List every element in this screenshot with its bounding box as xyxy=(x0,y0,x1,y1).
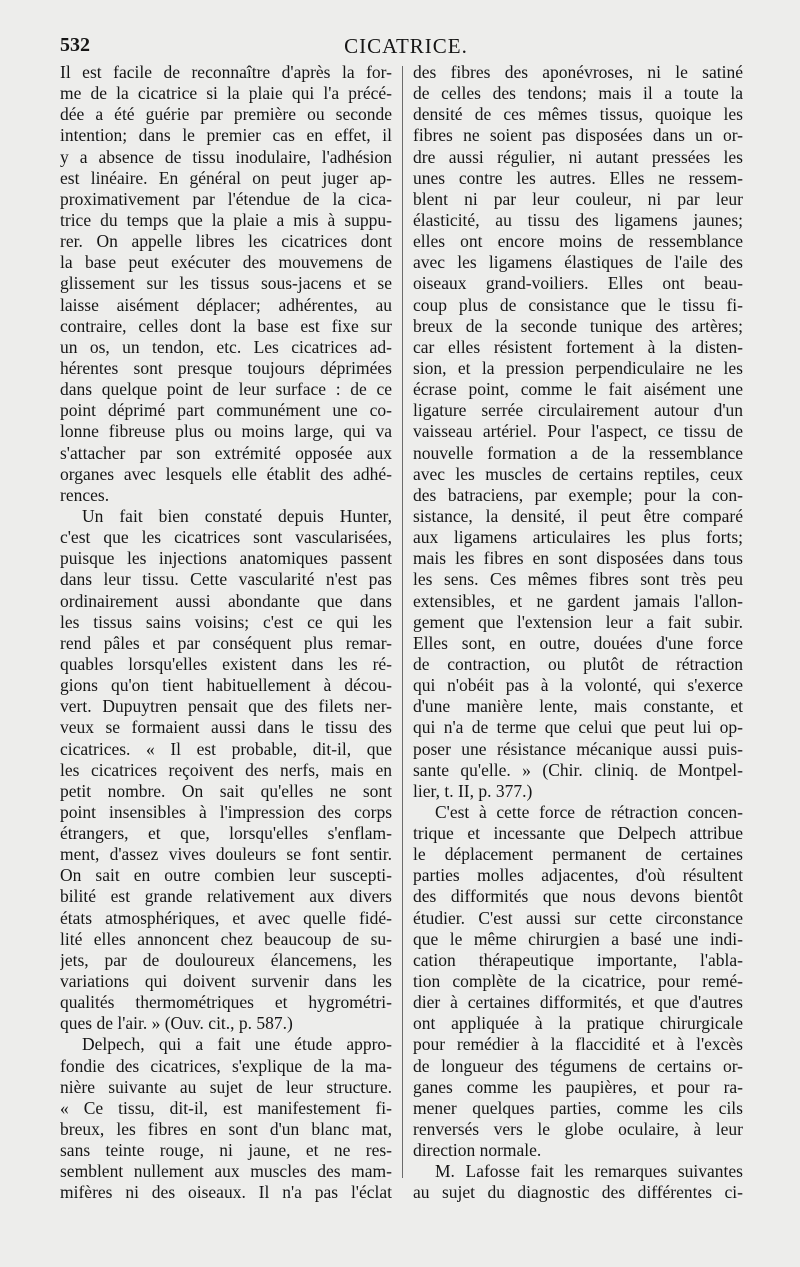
text-line: ordinairement aussi abondante que dans xyxy=(60,590,392,611)
text-line: densité de ces mêmes tissus, quoique les xyxy=(413,104,743,125)
text-line: quables lorsqu'elles existent dans les ré- xyxy=(60,653,392,674)
text-line: parties molles adjacentes, d'où résultent xyxy=(413,865,743,886)
text-line: des batraciens, par exemple; pour la con- xyxy=(413,484,743,505)
text-line: blent ni par leur couleur, ni par leur xyxy=(413,188,743,209)
text-line: ques de l'air. » (Ouv. cit., p. 587.) xyxy=(60,1013,293,1034)
text-line: mener quelques parties, comme les cils xyxy=(413,1097,743,1118)
text-line: extensibles, et ne gardent jamais l'allon- xyxy=(413,590,743,611)
text-line: car elles résistent fortement à la disten- xyxy=(413,336,743,357)
text-line: lonne fibreuse plus ou moins large, qui va xyxy=(60,421,392,442)
text-line: C'est à cette force de rétraction concen- xyxy=(435,801,743,822)
text-line: étudier. C'est aussi sur cette circonstance xyxy=(413,907,743,928)
text-line: ganes comme les paupières, et pour ra- xyxy=(413,1076,743,1097)
text-line: de longueur des tégumens de certains or- xyxy=(413,1055,743,1076)
text-line: puisque les injections anatomiques passent xyxy=(60,548,392,569)
text-line: nouvelle formation a de la ressemblance xyxy=(413,442,743,463)
text-line: avec les muscles de certains reptiles, ceux xyxy=(413,463,743,484)
text-line: y a absence de tissu inodulaire, l'adhésion xyxy=(60,146,392,167)
text-line: cation thérapeutique importante, l'abla- xyxy=(413,949,743,970)
text-line: des difformités que nous devons bientôt xyxy=(413,886,743,907)
text-line: sante qu'elle. » (Chir. cliniq. de Montpel- xyxy=(413,759,743,780)
text-line: étrangers, et que, lorsqu'elles s'enflam- xyxy=(60,823,392,844)
text-line: jets, par de douloureux élancemens, les xyxy=(60,949,392,970)
text-line: ligature serrée circulairement autour d'un xyxy=(413,400,743,421)
text-line: sion, et la pression perpendiculaire ne les xyxy=(413,357,743,378)
text-line: hérentes sont presque toujours déprimées xyxy=(60,357,392,378)
text-line: variations qui doivent survenir dans les xyxy=(60,971,392,992)
text-line: Un fait bien constaté depuis Hunter, xyxy=(82,505,392,526)
text-line: renversés vers le globe oculaire, à leur xyxy=(413,1119,743,1140)
text-line: le déplacement permanent de certaines xyxy=(413,844,743,865)
text-line: proximativement par l'étendue de la cica- xyxy=(60,188,392,209)
text-line: qualités thermométriques et hygrométri- xyxy=(60,992,392,1013)
text-line: qui n'obéit pas à la volonté, qui s'exerce xyxy=(413,675,743,696)
text-line: point insensibles à l'impression des corps xyxy=(60,801,392,822)
text-line: bilité est grande relativement aux divers xyxy=(60,886,392,907)
text-line: lier, t. II, p. 377.) xyxy=(413,780,533,801)
text-line: organes avec lesquels elle établit des adhé- xyxy=(60,463,392,484)
text-line: ment, d'assez vives douleurs se font sentir. xyxy=(60,844,392,865)
text-line: les tissus sains voisins; c'est ce qui les xyxy=(60,611,392,632)
text-line: gions qu'on tient habituellement à décou- xyxy=(60,675,392,696)
text-line: de contraction, ou plutôt de rétraction xyxy=(413,653,743,674)
left-column xyxy=(60,62,392,1204)
text-line: breux, les fibres en sont d'un blanc mat, xyxy=(60,1119,392,1140)
right-column xyxy=(413,62,743,1204)
text-line: fondie des cicatrices, s'explique de la ma- xyxy=(60,1055,392,1076)
column-divider xyxy=(402,66,403,1178)
text-line: veux se formaient aussi dans le tissu des xyxy=(60,717,392,738)
text-line: est linéaire. En général on peut juger ap- xyxy=(60,167,392,188)
text-line: point déprimé part communément une co- xyxy=(60,400,392,421)
text-line: d'une manière lente, mais constante, et xyxy=(413,696,743,717)
text-line: mifères ni des oiseaux. Il n'a pas l'éclat xyxy=(60,1182,392,1203)
text-line: dre aussi régulier, ni autant pressées les xyxy=(413,146,743,167)
text-line: la base peut exécuter des mouvemens de xyxy=(60,252,392,273)
text-line: semblent nullement aux muscles des mam- xyxy=(60,1161,392,1182)
text-line: les cicatrices reçoivent des nerfs, mais en xyxy=(60,759,392,780)
text-line: élasticité, au tissu des ligamens jaunes; xyxy=(413,209,743,230)
text-line: gement que l'extension leur a fait subir. xyxy=(413,611,743,632)
text-line: rend pâles et par conséquent plus remar- xyxy=(60,632,392,653)
text-line: rer. On appelle libres les cicatrices dont xyxy=(60,231,392,252)
text-line: On sait en outre combien leur suscepti- xyxy=(60,865,392,886)
text-line: sans teinte rouge, ni jaune, et ne res- xyxy=(60,1140,392,1161)
text-line: mais les fibres en sont disposées dans tous xyxy=(413,548,743,569)
text-line: de celles des tendons; mais il a toute la xyxy=(413,83,743,104)
text-line: états atmosphériques, et avec quelle fidé- xyxy=(60,907,392,928)
text-line: vaisseau artériel. Pour l'aspect, ce tissu de xyxy=(413,421,743,442)
text-line: M. Lafosse fait les remarques suivantes xyxy=(435,1161,743,1182)
page-number: 532 xyxy=(60,34,90,56)
text-line: fibres ne soient pas disposées dans un or- xyxy=(413,125,743,146)
text-line: breux de la seconde tunique des artères; xyxy=(413,315,743,336)
text-line: les sens. Ces mêmes fibres sont très peu xyxy=(413,569,743,590)
text-line: au sujet du diagnostic des différentes ci- xyxy=(413,1182,743,1203)
text-line: Delpech, qui a fait une étude appro- xyxy=(82,1034,392,1055)
text-line: « Ce tissu, dit-il, est manifestement fi- xyxy=(60,1097,392,1118)
text-line: laisse aisément déplacer; adhérentes, au xyxy=(60,294,392,315)
text-line: dans leur tissu. Cette vascularité n'est pas xyxy=(60,569,392,590)
text-line: tion complète de la cicatrice, pour remé- xyxy=(413,971,743,992)
text-line: ont appliquée à la pratique chirurgicale xyxy=(413,1013,743,1034)
text-line: pour remédier à la flaccidité et à l'excès xyxy=(413,1034,743,1055)
text-line: nière suivante au sujet de leur structure. xyxy=(60,1076,392,1097)
text-line: coup plus de consistance que le tissu fi- xyxy=(413,294,743,315)
text-line: dée a été guérie par première ou seconde xyxy=(60,104,392,125)
text-line: avec les ligamens élastiques de l'aile des xyxy=(413,252,743,273)
text-line: c'est que les cicatrices sont vascularisées, xyxy=(60,527,392,548)
text-line: cicatrices. « Il est probable, dit-il, que xyxy=(60,738,392,759)
text-line: poser une résistance mécanique aussi puis- xyxy=(413,738,743,759)
text-line: rences. xyxy=(60,484,110,505)
text-line: qui n'a de terme que celui que peut lui op- xyxy=(413,717,743,738)
text-line: intention; dans le premier cas en effet, il xyxy=(60,125,392,146)
running-head: CICATRICE. xyxy=(344,34,468,58)
text-line: unes contre les autres. Elles ne ressem- xyxy=(413,167,743,188)
text-line: lité elles annoncent chez beaucoup de su- xyxy=(60,928,392,949)
text-line: s'attacher par son extrémité opposée aux xyxy=(60,442,392,463)
text-line: petit nombre. On sait qu'elles ne sont xyxy=(60,780,392,801)
text-line: trice du temps que la plaie a mis à suppu- xyxy=(60,209,392,230)
text-line: glissement sur les tissus sous-jacens et se xyxy=(60,273,392,294)
text-line: un os, un tendon, etc. Les cicatrices ad- xyxy=(60,336,392,357)
page-header xyxy=(60,34,752,64)
text-line: me de la cicatrice si la plaie qui l'a précé- xyxy=(60,83,392,104)
text-line: dier à certaines difformités, et que d'autres xyxy=(413,992,743,1013)
text-line: des fibres des aponévroses, ni le satiné xyxy=(413,62,743,82)
text-line: que le même chirurgien a basé une indi- xyxy=(413,928,743,949)
text-line: contraire, celles dont la base est fixe sur xyxy=(60,315,392,336)
text-line: dans quelque point de leur surface : de ce xyxy=(60,379,392,400)
text-line: sistance, la densité, il peut être comparé xyxy=(413,505,743,526)
text-line: aux ligamens articulaires les plus forts; xyxy=(413,527,743,548)
text-line: direction normale. xyxy=(413,1140,542,1161)
text-line: Elles sont, en outre, douées d'une force xyxy=(413,632,743,653)
text-line: Il est facile de reconnaître d'après la for- xyxy=(60,62,392,82)
text-line: elles ont encore moins de ressemblance xyxy=(413,231,743,252)
text-line: écrase point, comme le fait aisément une xyxy=(413,379,743,400)
text-line: vert. Dupuytren pensait que des filets ner- xyxy=(60,696,392,717)
text-line: oiseaux grand-voiliers. Elles ont beau- xyxy=(413,273,743,294)
text-line: trique et incessante que Delpech attribue xyxy=(413,823,743,844)
